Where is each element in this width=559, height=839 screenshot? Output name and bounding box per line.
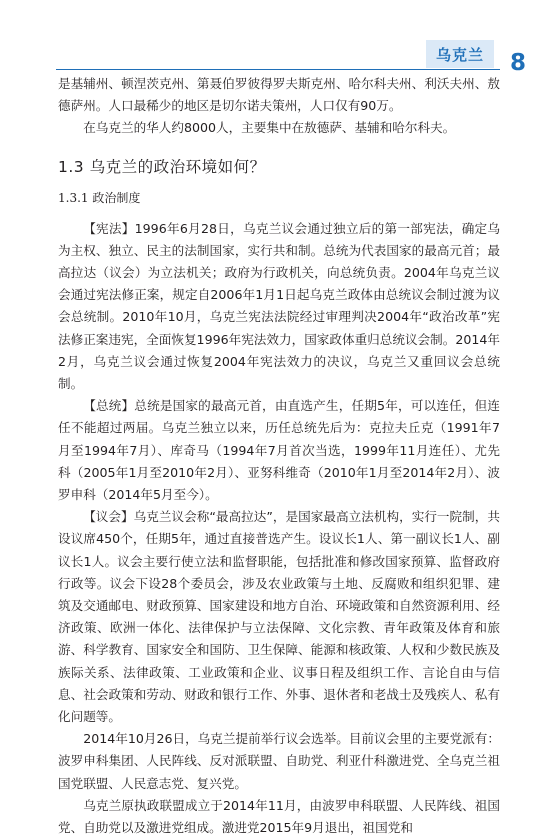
constitution-text: 1996年6月28日，乌克兰议会通过独立后的第一部宪法，确定乌为主权、独立、民主的法制国家，实行共和制。总统为代表国家的最高元首；最高拉达（议会）为立法机关；政府为行政机关，向总统负责。2004年乌克兰议会通过宪法修正案，规定自2006年1月1日起乌克兰政体由总统议会制过渡为议会总统制。2010年10月，乌克兰宪法法院经过审理判决2004年“政治改革”宪法修正案违宪，全面恢复1996年宪法效力，国家政体重归总统议会制。2014年2月，乌克兰议会通过恢复2004年宪法效力的决议，乌克兰又重回议会总统制。 [58, 220, 501, 392]
page-number: 8 [510, 50, 527, 76]
header-chapter-tab [426, 40, 494, 68]
subsection-title: 1.3.1 政治制度 [58, 190, 141, 205]
constitution-lead: 【宪法】 [83, 220, 135, 236]
section-title: 1.3 乌克兰的政治环境如何？ [58, 157, 266, 176]
president-lead: 【总统】 [83, 398, 135, 414]
paragraph-president [58, 395, 500, 506]
parliament-text: 乌克兰议会称“最高拉达”，是国家最高立法机构，实行一院制，共设议席450个，任期5年，通过直接普选产生。设议长1人、第一副议长1人、副议长1人。议会主要行使立法和监督职能，包括批准和修改国家预算、监督政府行政等。议会下设28个委员会，涉及农业政策与土地、反腐败和组织犯罪、建筑及交通邮电、财政预算、国家建设和地方自治、环境政策和自然资源利用、经济政策、欧洲一体化、法律保护与立法保障、文化宗教、青年政策及体育和旅游、科学教育、国家安全和国防、卫生保障、能源和核政策、人权和少数民族及族际关系、法律政策、工业政策和企业、议事日程及组织工作、言论自由与信息、社会政策和劳动、财政和银行工作、外事、退休者和老战士及残疾人、私有化问题等。 [58, 509, 500, 725]
paragraph-constitution [58, 218, 500, 396]
paragraph-parliament [58, 506, 500, 728]
parliament-lead: 【议会】 [83, 509, 134, 525]
paragraph-chinese-population: 在乌克兰的华人约8000人，主要集中在敖德萨、基辅和哈尔科夫。 [83, 120, 456, 136]
paragraph-population: 是基辅州、顿涅茨克州、第聂伯罗彼得罗夫斯克州、哈尔科夫州、利沃夫州、敖德萨州。人口最稀少的地区是切尔诺夫策州，人口仅有90万。 [58, 76, 500, 114]
header-divider [56, 69, 500, 70]
header-chapter-label: 乌克兰 [435, 45, 484, 64]
president-text: 总统是国家的最高元首，由直选产生，任期5年，可以连任，但连任不能超过两届。乌克兰独立以来，历任总统先后为：克拉夫丘克（1991年7月至1994年7月）、库奇马（1994年7月首次当选，1999年11月连任）、尤先科（2005年1月至2010年2月）、亚努科维奇（2010年1月至2014年2月）、波罗申科（2014年5月至今）。 [58, 398, 501, 503]
paragraph-coalition: 乌克兰原执政联盟成立于2014年11月，由波罗申科联盟、人民阵线、祖国党、自助党以及激进党组成。激进党2015年9月退出，祖国党和 [58, 797, 500, 836]
paragraph-election: 2014年10月26日，乌克兰提前举行议会选举。目前议会里的主要党派有：波罗申科集团、人民阵线、反对派联盟、自助党、利亚什科激进党、全乌克兰祖国党联盟、人民意志党、复兴党。 [58, 731, 500, 791]
page-body [58, 73, 500, 839]
